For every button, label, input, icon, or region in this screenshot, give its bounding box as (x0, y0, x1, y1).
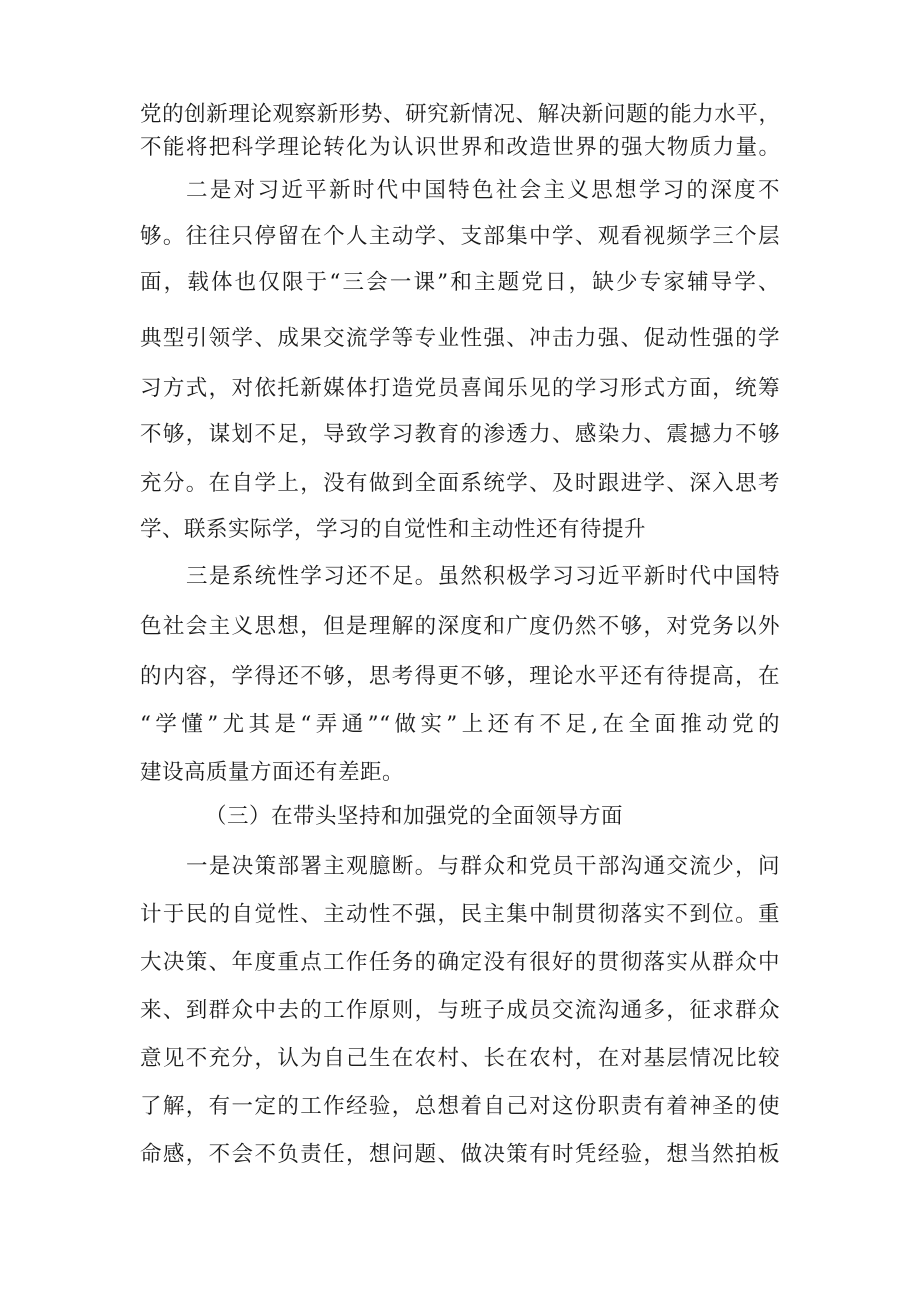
text-line: 来、到群众中去的工作原则，与班子成员交流沟通多，征求群众 (140, 998, 780, 1023)
text-line: 的内容，学得还不够，思考得更不够，理论水平还有待提高，在 (140, 664, 780, 689)
paragraph-first-line: 一是决策部署主观臆断。与群众和党员干部沟通交流少，问 (186, 854, 780, 879)
text-line: 命感，不会不负责任，想问题、做决策有时凭经验，想当然拍板 (140, 1142, 780, 1167)
text-line: 典型引领学、成果交流学等专业性强、冲击力强、促动性强的学 (140, 326, 780, 351)
text-line: 大决策、年度重点工作任务的确定没有很好的贯彻落实从群众中 (140, 950, 780, 975)
text-line: 色社会主义思想，但是理解的深度和广度仍然不够，对党务以外 (140, 614, 780, 639)
section-heading: （三）在带头坚持和加强党的全面领导方面 (205, 804, 624, 829)
text-line: 学、联系实际学，学习的自觉性和主动性还有待提升 (140, 517, 647, 542)
paragraph-first-line: 三是系统性学习还不足。虽然积极学习习近平新时代中国特 (186, 564, 780, 589)
text-line: 党的创新理论观察新形势、研究新情况、解决新问题的能力水平， (140, 102, 780, 127)
text-line: 面，载体也仅限于“三会一课”和主题党日，缺少专家辅导学、 (140, 270, 780, 295)
text-line: 意见不充分，认为自己生在农村、长在农村，在对基层情况比较 (140, 1046, 780, 1071)
text-line: 充分。在自学上，没有做到全面系统学、及时跟进学、深入思考 (140, 471, 780, 496)
text-line: 不够，谋划不足，导致学习教育的渗透力、感染力、震撼力不够 (140, 422, 780, 447)
text-line: 够。往往只停留在个人主动学、支部集中学、观看视频学三个层 (140, 224, 780, 249)
text-line: 习方式，对依托新媒体打造党员喜闻乐见的学习形式方面，统筹 (140, 376, 780, 401)
paragraph-first-line: 二是对习近平新时代中国特色社会主义思想学习的深度不 (186, 178, 780, 203)
text-line: “学懂”尤其是“弄通”“做实”上还有不足,在全面推动党的 (140, 712, 780, 737)
text-line: 不能将把科学理论转化为认识世界和改造世界的强大物质力量。 (140, 135, 780, 160)
text-line: 了解，有一定的工作经验，总想着自己对这份职责有着神圣的使 (140, 1094, 780, 1119)
text-line: 建设高质量方面还有差距。 (140, 760, 405, 785)
text-line: 计于民的自觉性、主动性不强，民主集中制贯彻落实不到位。重 (140, 902, 780, 927)
